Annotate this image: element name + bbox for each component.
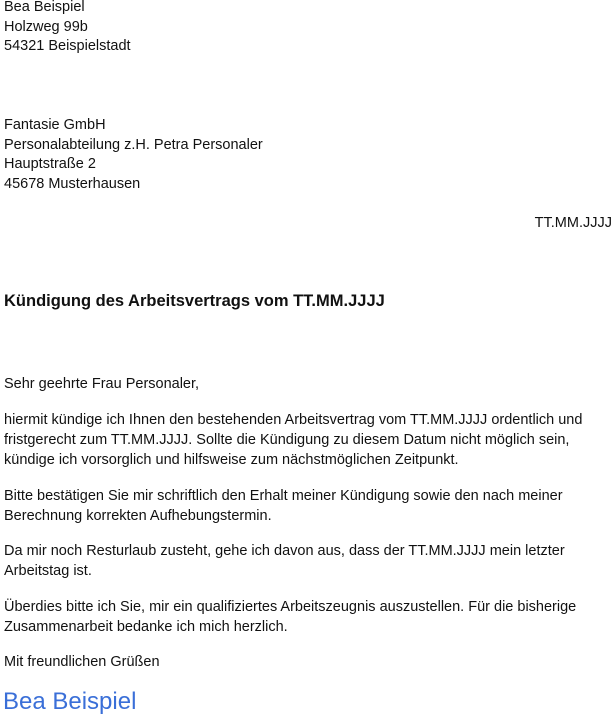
sender-street: Holzweg 99b xyxy=(4,18,88,35)
body-paragraph-3: Da mir noch Resturlaub zusteht, gehe ich davon aus, dass der TT.MM.JJJJ mein letzter Arbeitstag ist. xyxy=(4,543,565,579)
sender-city: 54321 Beispielstadt xyxy=(4,38,131,54)
salutation: Sehr geehrte Frau Personaler, xyxy=(4,376,200,392)
recipient-city: 45678 Musterhausen xyxy=(4,175,141,192)
sender-address xyxy=(4,0,609,57)
body-paragraph-2: Bitte bestätigen Sie mir schriftlich den Erhalt meiner Kündigung sowie den nach meiner Berechnung korrekten Aufhebungstermin. xyxy=(4,488,563,524)
body-paragraph-4: Überdies bitte ich Sie, mir ein qualifiziertes Arbeitszeugnis auszustellen. Für die bisherige Zusammenarbeit bedanke ich mich herzlich. xyxy=(4,599,577,635)
recipient-address xyxy=(4,116,609,194)
body-paragraph-1: hiermit kündige ich Ihnen den bestehenden Arbeitsvertrag vom TT.MM.JJJJ ordentlich und fristgerecht zum TT.MM.JJJJ. Sollte die Kündigung zu diesem Datum nicht möglich sein, kündige ich vorsorglich und hilfsweise zum nächstmöglichen Zeitpunkt. xyxy=(4,412,583,468)
recipient-company: Fantasie GmbH xyxy=(4,117,106,133)
letter-subject: Kündigung des Arbeitsvertrags vom TT.MM.JJJJ xyxy=(4,292,385,310)
signature: Bea Beispiel xyxy=(3,688,137,715)
letter-date: TT.MM.JJJJ xyxy=(534,215,612,231)
recipient-street: Hauptstraße 2 xyxy=(4,156,96,172)
closing: Mit freundlichen Grüßen xyxy=(4,654,160,670)
recipient-department: Personalabteilung z.H. Petra Personaler xyxy=(4,136,263,153)
sender-name: Bea Beispiel xyxy=(4,0,85,15)
